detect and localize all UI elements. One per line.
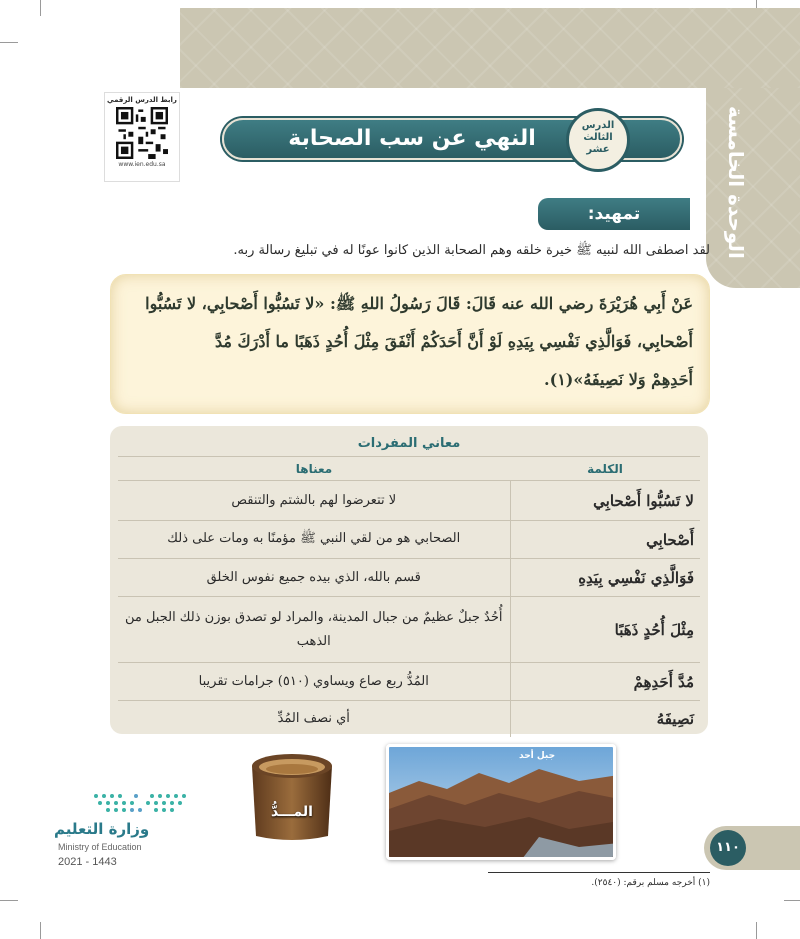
qr-code-icon[interactable] [116,107,168,159]
table-row [118,559,700,597]
vocab-meaning: قسم بالله، الذي بيده جميع نفوس الخلق [118,559,510,597]
ministry-logo [54,790,194,890]
vocab-meaning: الصحابي هو من لقي النبي ﷺ مؤمنًا به ومات على ذلك [118,521,510,559]
mudd-cup-image [244,748,340,844]
column-header-word: الكلمة [510,457,700,481]
vocab-word: مِثْلَ أُحُدٍ ذَهَبًا [510,597,700,663]
vocab-meaning: المُدُّ ربع صاع ويساوي (٥١٠) جرامات تقريبا [118,663,510,701]
badge-line-2: الثالث [583,132,613,143]
table-row [118,701,700,737]
mountain-caption: جبل أحد [519,751,556,761]
page-number: ١١٠ [710,830,746,866]
ministry-name-arabic: وزارة التعليم [54,820,150,838]
cup-caption: المـــدُّ [271,804,313,820]
vocab-word: مُدَّ أَحَدِهِمْ [510,663,700,701]
vocab-word: نَصِيفَهُ [510,701,700,737]
intro-heading: تمهيد: [538,198,690,230]
ministry-name-english: Ministry of Education [58,842,142,852]
lesson-title: النهي عن سب الصحابة [288,126,536,151]
vocab-word: لا تَسُبُّوا أَصْحابِي [510,481,700,521]
qr-title: رابط الدرس الرقمي [107,96,177,104]
badge-line-3: عشر [586,144,610,155]
hadith-line-2: أَصْحابِي، فَوَالَّذِي نَفْسِي بِيَدِهِ لَوْ أَنَّ أَحَدَكُمْ أَنْفَقَ مِثْلَ أُحُدٍ ذَهَبًا ما أَدْرَكَ مُدَّ [214,332,693,351]
table-row [118,521,700,559]
vocabulary-table [118,456,700,737]
edition-year: 2021 - 1443 [58,856,117,868]
vocab-word: أَصْحابِي [510,521,700,559]
qr-card[interactable] [104,92,180,182]
vocab-word: فَوَالَّذِي نَفْسِي بِيَدِهِ [510,559,700,597]
vocabulary-title: معاني المفردات [357,436,461,451]
mountain-landscape-icon [389,747,616,860]
header-pattern-band [180,8,800,88]
ministry-dots-icon [90,790,190,816]
table-row [118,481,700,521]
hadith-line-3: أَحَدِهِمْ وَلا نَصِيفَهُ»(١). [544,370,693,389]
vocab-meaning: أي نصف المُدِّ [277,711,350,727]
mount-uhud-image [386,744,616,860]
vocabulary-table-panel [110,426,708,734]
vocab-meaning: لا تتعرضوا لهم بالشتم والتنقص [118,481,510,521]
table-row [118,597,700,663]
page-number-tab [704,826,800,870]
table-row [118,663,700,701]
footnote: (١) أخرجه مسلم برقم: (٢٥٤٠). [591,878,710,888]
column-header-meaning: معناها [118,457,510,481]
wooden-cup-icon [244,748,340,844]
footnote-divider [488,872,710,873]
vocab-meaning: أُحُدٌ جبلٌ عظيمٌ من جبال المدينة، والمراد لو تصدق بوزن ذلك الجبل من الذهب [118,597,510,663]
unit-label: الوحدة الخامسة [724,105,748,259]
badge-line-1: الدرس [581,120,615,131]
intro-paragraph: لقد اصطفى الله لنبيه ﷺ خيرة خلقه وهم الصحابة الذين كانوا عونًا له في تبليغ رسالة ربه. [233,243,710,258]
lesson-number-badge [566,108,630,172]
hadith-line-1: عَنْ أَبِي هُرَيْرَةَ رضي الله عنه قَالَ: قَالَ رَسُولُ اللهِ ﷺ: «لا تَسُبُّوا أَصْحابِي، لا تَسُبُّوا [145,294,693,313]
hadith-box [110,274,710,414]
qr-url: www.ien.edu.sa [118,161,166,168]
